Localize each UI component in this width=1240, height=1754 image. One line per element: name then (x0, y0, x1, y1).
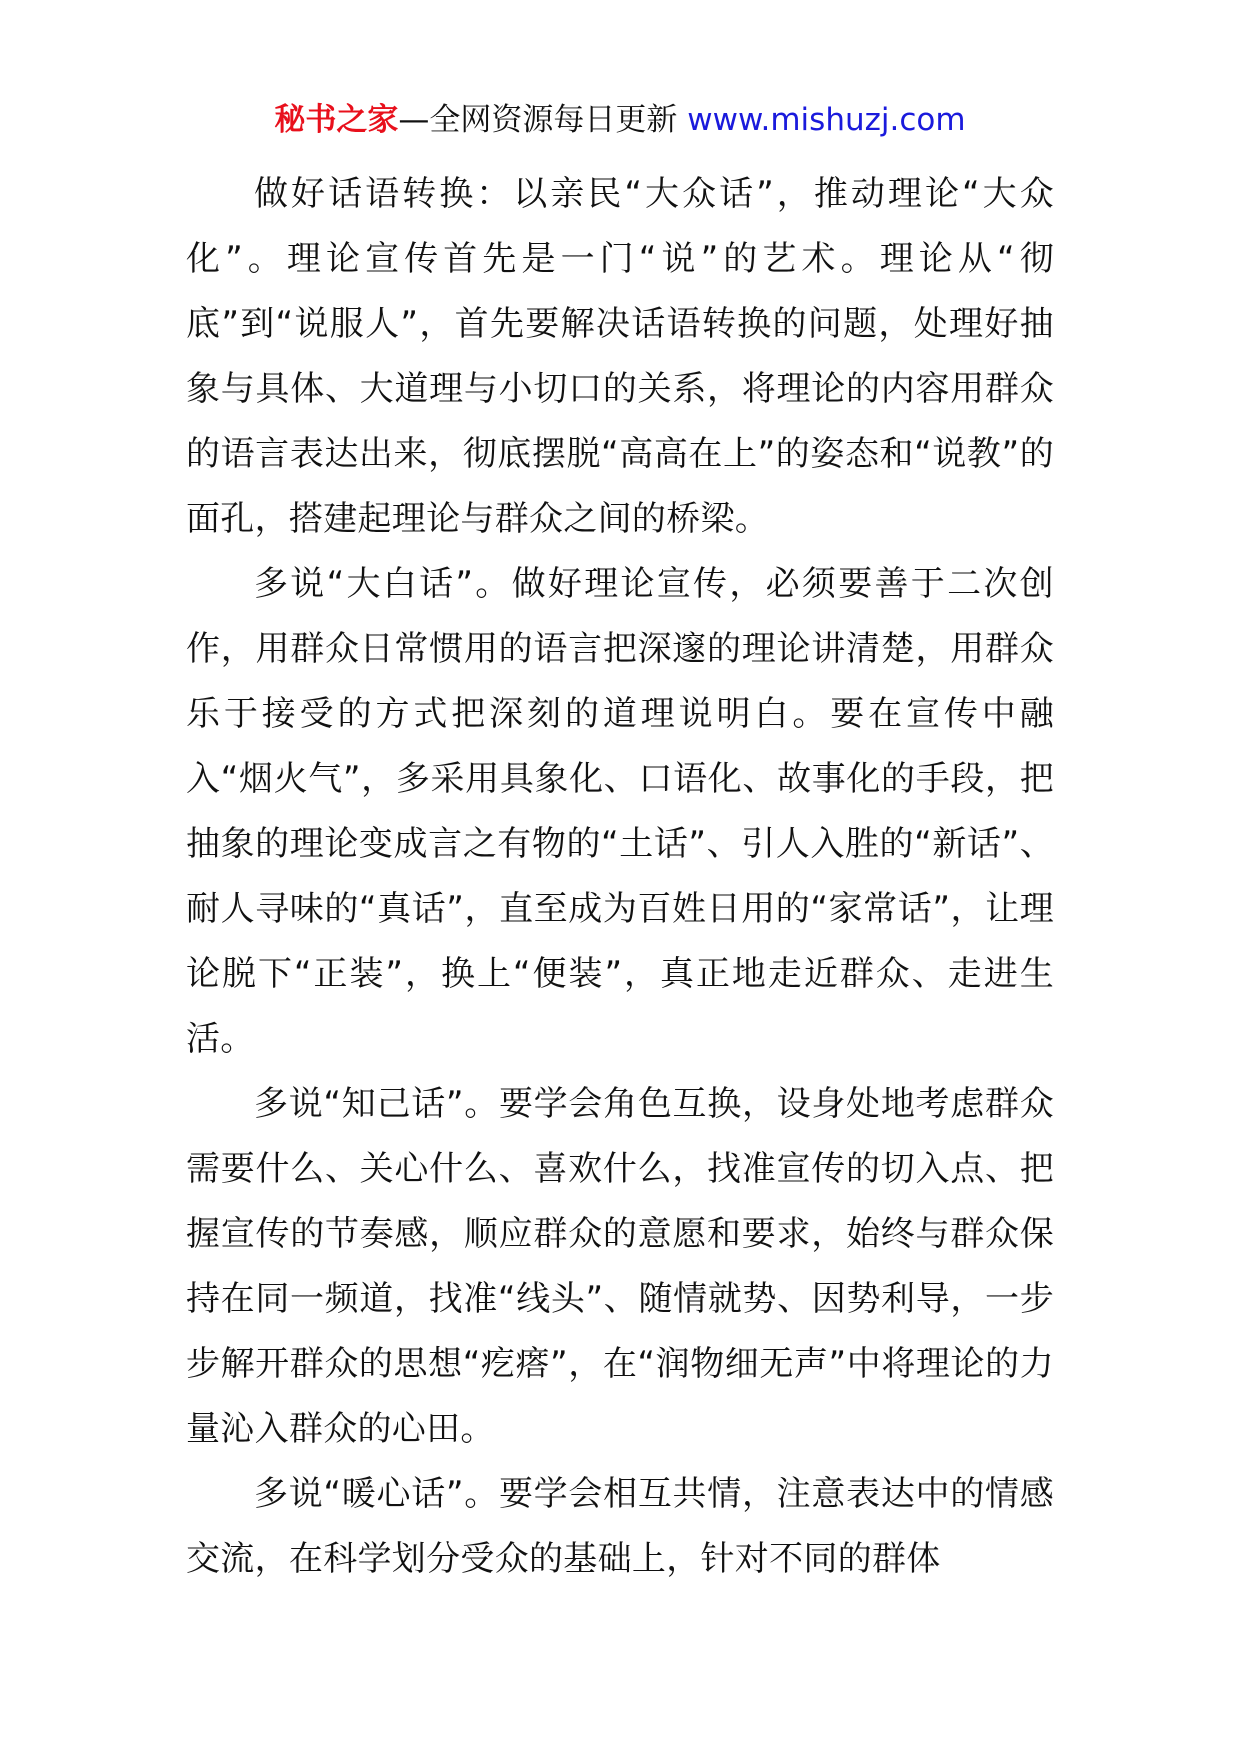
paragraph-confidant-talk: 多说“知己话”。要学会角色互换，设身处地考虑群众需要什么、关心什么、喜欢什么，找准宣传的切入点、把握宣传的节奏感，顺应群众的意愿和要求，始终与群众保持在同一频道，找准“线头”、随情就势、因势利导，一步步解开群众的思想“疙瘩”，在“润物细无声”中将理论的力量沁入群众的心田。 (186, 1084, 1054, 1449)
page-header (0, 98, 1240, 142)
paragraph-plain-talk: 多说“大白话”。做好理论宣传，必须要善于二次创作，用群众日常惯用的语言把深邃的理论讲清楚，用群众乐于接受的方式把深刻的道理说明白。要在宣传中融入“烟火气”，多采用具象化、口语化、故事化的手段，把抽象的理论变成言之有物的“土话”、引人入胜的“新话”、耐人寻味的“真话”，直至成为百姓日用的“家常话”，让理论脱下“正装”，换上“便装”，真正地走近群众、走进生活。 (186, 564, 1054, 1059)
site-brand: 秘书之家 (274, 102, 399, 138)
site-url-link[interactable]: www.mishuzj.com (687, 102, 966, 138)
site-tagline: —全网资源每日更新 (398, 102, 688, 138)
paragraph-intro: 做好话语转换：以亲民“大众话”，推动理论“大众化”。理论宣传首先是一门“说”的艺术。理论从“彻底”到“说服人”，首先要解决话语转换的问题，处理好抽象与具体、大道理与小切口的关系，将理论的内容用群众的语言表达出来，彻底摆脱“高高在上”的姿态和“说教”的面孔，搭建起理论与群众之间的桥梁。 (186, 174, 1054, 539)
paragraph-warm-talk: 多说“暖心话”。要学会相互共情，注意表达中的情感交流，在科学划分受众的基础上，针对不同的群体 (186, 1474, 1054, 1579)
document-body (186, 162, 1054, 1592)
